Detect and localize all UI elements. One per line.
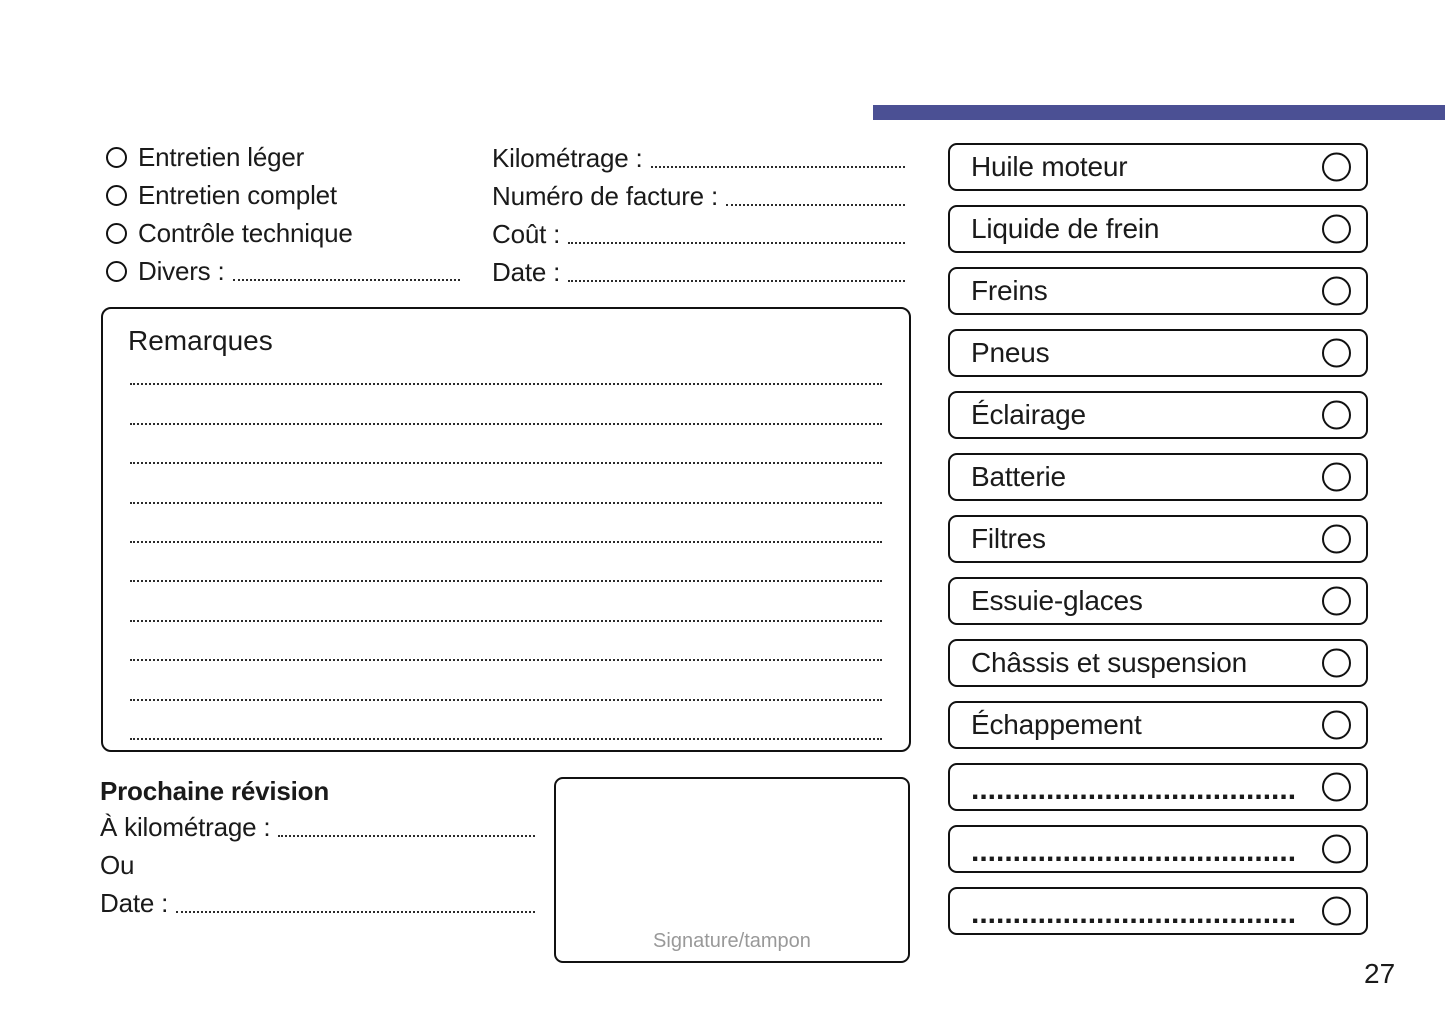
checklist-label: Échappement — [971, 709, 1142, 740]
eclairage-checkbox[interactable] — [1322, 401, 1351, 430]
blank-dots: ....................................... — [971, 773, 1297, 806]
remarks-line — [130, 622, 882, 661]
checklist-item-huile-moteur — [948, 143, 1368, 191]
entry-type-label: Contrôle technique — [138, 217, 353, 248]
blank-1-checkbox[interactable] — [1322, 773, 1351, 802]
field-label: Coût : — [492, 218, 561, 249]
checklist-item-blank-2 — [948, 825, 1368, 873]
blank-2-checkbox[interactable] — [1322, 835, 1351, 864]
field-row-cout — [492, 215, 907, 253]
next-revision-label: Ou — [100, 849, 135, 880]
remarks-line — [130, 425, 882, 464]
cout-blank-line — [568, 242, 905, 244]
checklist-item-batterie — [948, 453, 1368, 501]
divers-radio[interactable] — [106, 261, 127, 282]
remarks-line — [130, 543, 882, 582]
remarks-lines — [130, 346, 882, 740]
checklist-item-freins — [948, 267, 1368, 315]
checklist-label: Châssis et suspension — [971, 647, 1247, 678]
invoice-field-list — [492, 139, 907, 291]
remarks-box — [101, 307, 911, 752]
blank-dots: ....................................... — [971, 897, 1297, 930]
date-blank-line — [568, 280, 905, 282]
next-revision-fields — [100, 808, 537, 922]
divers-blank-line — [233, 279, 460, 281]
entry-type-label: Entretien léger — [138, 141, 305, 172]
checklist-item-liquide-de-frein — [948, 205, 1368, 253]
entry-type-row-entretien-leger — [106, 138, 462, 176]
entretien-leger-radio[interactable] — [106, 147, 127, 168]
remarks-line — [130, 504, 882, 543]
checklist-label: Batterie — [971, 461, 1066, 492]
entry-type-row-controle-technique — [106, 214, 462, 252]
checklist-label: Freins — [971, 275, 1048, 306]
field-row-date — [492, 253, 907, 291]
freins-checkbox[interactable] — [1322, 277, 1351, 306]
checklist-label: Pneus — [971, 337, 1050, 368]
checklist-item-blank-3 — [948, 887, 1368, 935]
checklist-item-filtres — [948, 515, 1368, 563]
checklist-item-essuie-glaces — [948, 577, 1368, 625]
liquide-de-frein-checkbox[interactable] — [1322, 215, 1351, 244]
pneus-checkbox[interactable] — [1322, 339, 1351, 368]
entry-type-label: Entretien complet — [138, 179, 337, 210]
remarks-title: Remarques — [128, 325, 273, 356]
checklist-label: Filtres — [971, 523, 1046, 554]
checklist-item-echappement — [948, 701, 1368, 749]
field-row-numero-de-facture — [492, 177, 907, 215]
field-row-kilometrage — [492, 139, 907, 177]
checklist-label: Huile moteur — [971, 151, 1128, 182]
blank-dots: ....................................... — [971, 835, 1297, 868]
next-revision-title: Prochaine révision — [100, 775, 330, 806]
entry-type-row-divers — [106, 252, 462, 290]
field-label: Kilométrage : — [492, 142, 643, 173]
checklist-item-chassis-et-suspension — [948, 639, 1368, 687]
accent-bar — [873, 105, 1445, 120]
controle-technique-radio[interactable] — [106, 223, 127, 244]
remarks-line — [130, 582, 882, 621]
echappement-checkbox[interactable] — [1322, 711, 1351, 740]
next-revision-row-a-kilometrage — [100, 808, 537, 846]
signature-box — [554, 777, 910, 963]
essuie-glaces-checkbox[interactable] — [1322, 587, 1351, 616]
next-revision-label: À kilométrage : — [100, 811, 271, 842]
filtres-checkbox[interactable] — [1322, 525, 1351, 554]
page-number: 27 — [1364, 958, 1396, 989]
next-revision-label: Date : — [100, 887, 169, 918]
entry-type-list — [106, 138, 462, 290]
next-revision-row-ou — [100, 846, 537, 884]
remarks-line — [130, 661, 882, 700]
field-label: Numéro de facture : — [492, 180, 718, 211]
checklist — [948, 143, 1368, 949]
entry-type-label: Divers : — [138, 255, 225, 286]
checklist-label: Liquide de frein — [971, 213, 1160, 244]
batterie-checkbox[interactable] — [1322, 463, 1351, 492]
checklist-label: Essuie-glaces — [971, 585, 1143, 616]
blank-3-checkbox[interactable] — [1322, 897, 1351, 926]
signature-label: Signature/tampon — [653, 930, 811, 952]
entretien-complet-radio[interactable] — [106, 185, 127, 206]
checklist-item-pneus — [948, 329, 1368, 377]
next-revision-section — [100, 774, 537, 922]
next-revision-row-date-revision — [100, 884, 537, 922]
remarks-line — [130, 701, 882, 740]
chassis-et-suspension-checkbox[interactable] — [1322, 649, 1351, 678]
field-label: Date : — [492, 256, 561, 287]
date-revision-blank-line — [176, 911, 535, 913]
checklist-label: Éclairage — [971, 399, 1086, 430]
remarks-line — [130, 385, 882, 424]
remarks-line — [130, 346, 882, 385]
huile-moteur-checkbox[interactable] — [1322, 153, 1351, 182]
entry-type-row-entretien-complet — [106, 176, 462, 214]
kilometrage-blank-line — [651, 166, 905, 168]
numero-de-facture-blank-line — [726, 204, 905, 206]
a-kilometrage-blank-line — [278, 835, 535, 837]
remarks-line — [130, 464, 882, 503]
checklist-item-blank-1 — [948, 763, 1368, 811]
checklist-item-eclairage — [948, 391, 1368, 439]
